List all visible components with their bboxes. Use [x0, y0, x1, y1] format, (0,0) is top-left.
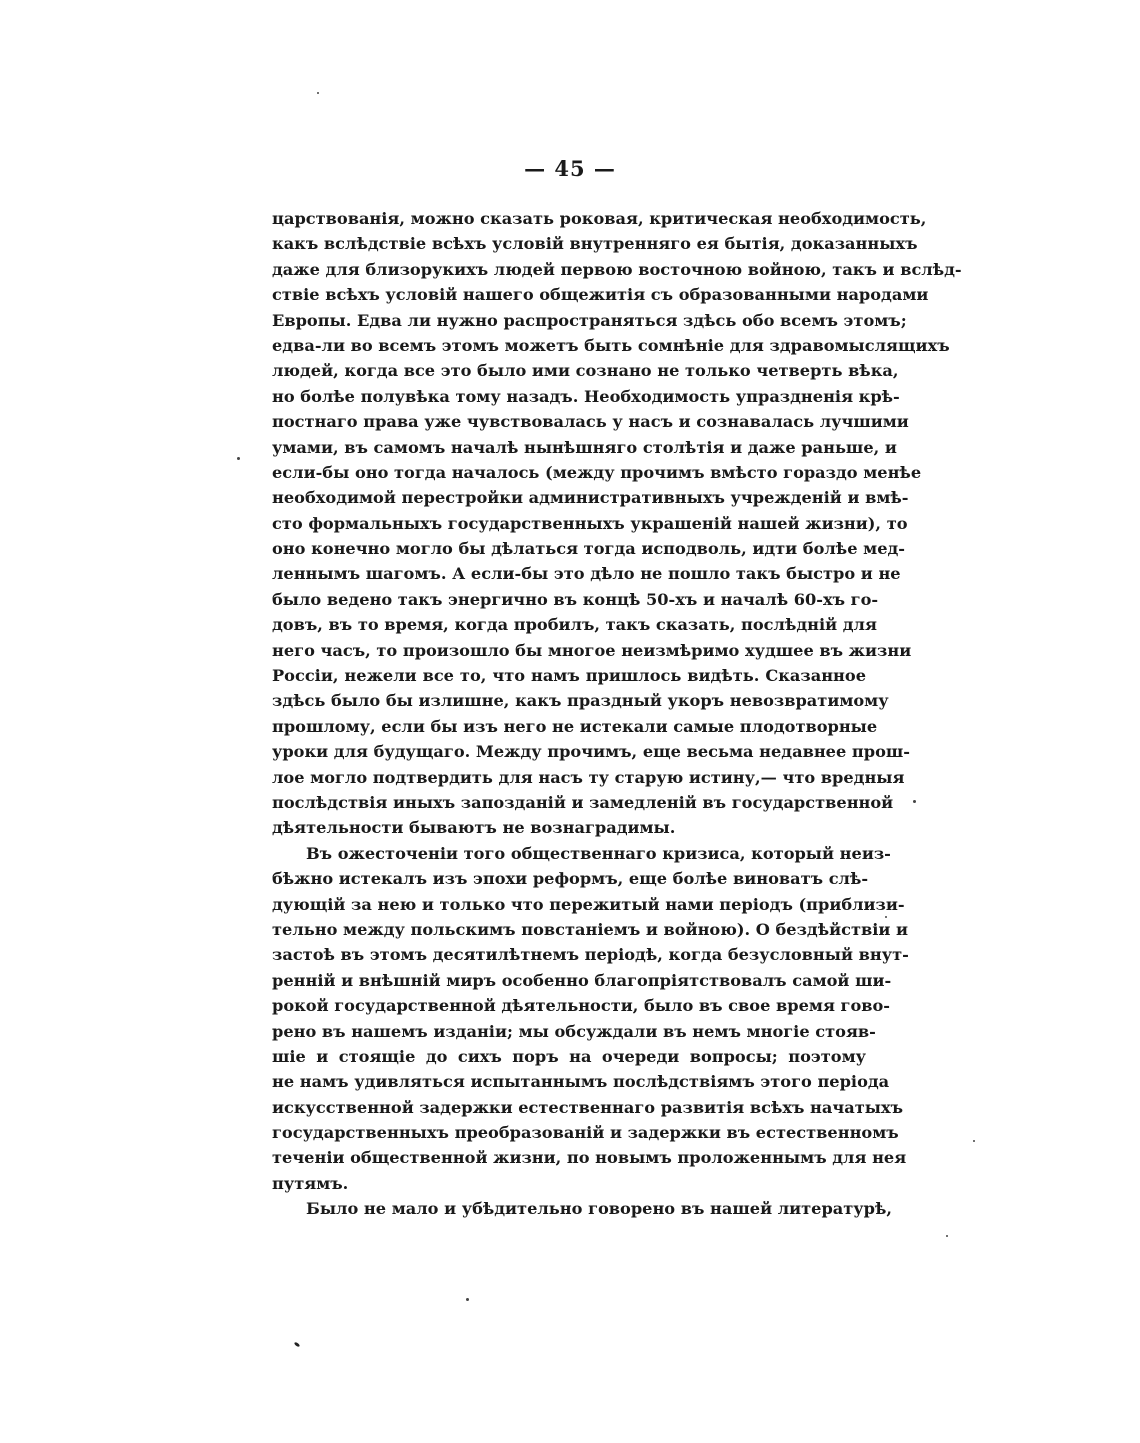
scan-speck	[317, 92, 319, 94]
scan-speck	[913, 800, 916, 803]
text-line: было ведено такъ энергично въ концѣ 50-хъ и началѣ 60-хъ го-	[272, 589, 879, 609]
text-line: здѣсь было бы излишне, какъ праздный укоръ невозвратимому	[272, 691, 889, 711]
text-line: умами, въ самомъ началѣ нынѣшняго столѣтія и даже раньше, и	[272, 437, 897, 457]
text-line: рокой государственной дѣятельности, было въ свое время гово-	[272, 996, 891, 1016]
text-line: шіе и стоящіе до сихъ поръ на очереди вопросы; поэтому	[272, 1046, 866, 1066]
text-line: дующій за нею и только что пережитый нами періодъ (приблизи-	[272, 894, 905, 914]
body-text	[272, 206, 962, 1222]
scan-speck	[237, 457, 240, 460]
text-line: послѣдствія иныхъ запозданій и замедленій въ государственной	[272, 792, 894, 812]
text-line: ствіе всѣхъ условій нашего общежитія съ образованными народами	[272, 285, 929, 305]
text-line: необходимой перестройки административныхъ учрежденій и вмѣ-	[272, 488, 909, 508]
text-line: людей, когда все это было ими сознано не только четверть вѣка,	[272, 361, 899, 381]
text-line: дѣятельности бываютъ не вознаградимы.	[272, 818, 676, 838]
text-line: оно конечно могло бы дѣлаться тогда исподволь, идти болѣе мед-	[272, 539, 905, 559]
text-line: рено въ нашемъ изданіи; мы обсуждали въ немъ многіе стояв-	[272, 1021, 876, 1041]
text-line: застоѣ въ этомъ десятилѣтнемъ періодѣ, когда безусловный внут-	[272, 945, 909, 965]
text-line: бѣжно истекалъ изъ эпохи реформъ, еще болѣе виноватъ слѣ-	[272, 869, 869, 889]
text-line: Въ ожесточеніи того общественнаго кризиса, который неиз-	[306, 843, 891, 863]
text-line: довъ, въ то время, когда пробилъ, такъ сказать, послѣдній для	[272, 615, 877, 635]
text-line: леннымъ шагомъ. А если-бы это дѣло не пошло такъ быстро и не	[272, 564, 901, 584]
scan-speck	[946, 1235, 948, 1237]
text-line: него часъ, то произошло бы многое неизмѣримо худшее въ жизни	[272, 640, 912, 660]
text-line: какъ вслѣдствіе всѣхъ условій внутренняго ея бытія, доказанныхъ	[272, 234, 918, 254]
text-line: теченіи общественной жизни, по новымъ проложеннымъ для нея	[272, 1148, 907, 1168]
text-line: путямъ.	[272, 1173, 349, 1193]
text-line: уроки для будущаго. Между прочимъ, еще весьма недавнее прош-	[272, 742, 910, 762]
text-line: постнаго права уже чувствовалась у насъ и сознавалась лучшими	[272, 412, 909, 432]
scan-speck	[885, 916, 887, 918]
text-line: едва-ли во всемъ этомъ можетъ быть сомнѣніе для здравомыслящихъ	[272, 335, 950, 355]
text-line: даже для близорукихъ людей первою восточною войною, такъ и вслѣд-	[272, 259, 962, 279]
scan-speck	[466, 1298, 469, 1301]
text-line: Было не мало и убѣдительно говорено въ нашей литературѣ,	[306, 1199, 892, 1219]
text-line: ренній и внѣшній миръ особенно благопріятствовалъ самой ши-	[272, 970, 892, 990]
text-line: но болѣе полувѣка тому назадъ. Необходимость упраздненія крѣ-	[272, 386, 900, 406]
page-number: — 45 —	[524, 156, 616, 181]
text-line: если-бы оно тогда началось (между прочимъ вмѣсто гораздо менѣе	[272, 462, 922, 482]
scan-speck	[294, 1342, 301, 1348]
scan-speck	[973, 1140, 975, 1142]
text-line: не намъ удивляться испытаннымъ послѣдствіямъ этого періода	[272, 1072, 890, 1092]
text-line: Россіи, нежели все то, что намъ пришлось видѣть. Сказанное	[272, 666, 866, 686]
text-line: прошлому, если бы изъ него не истекали самые плодотворные	[272, 716, 878, 736]
text-line: тельно между польскимъ повстаніемъ и войною). О бездѣйствіи и	[272, 919, 909, 939]
text-line: Европы. Едва ли нужно распространяться здѣсь обо всемъ этомъ;	[272, 310, 907, 330]
text-line: лое могло подтвердить для насъ ту старую истину,— что вредныя	[272, 767, 905, 787]
text-line: сто формальныхъ государственныхъ украшеній нашей жизни), то	[272, 513, 908, 533]
text-line: искусственной задержки естественнаго развитія всѣхъ начатыхъ	[272, 1097, 904, 1117]
text-line: государственныхъ преобразованій и задержки въ естественномъ	[272, 1123, 899, 1143]
text-line: царствованія, можно сказать роковая, критическая необходимость,	[272, 209, 927, 228]
